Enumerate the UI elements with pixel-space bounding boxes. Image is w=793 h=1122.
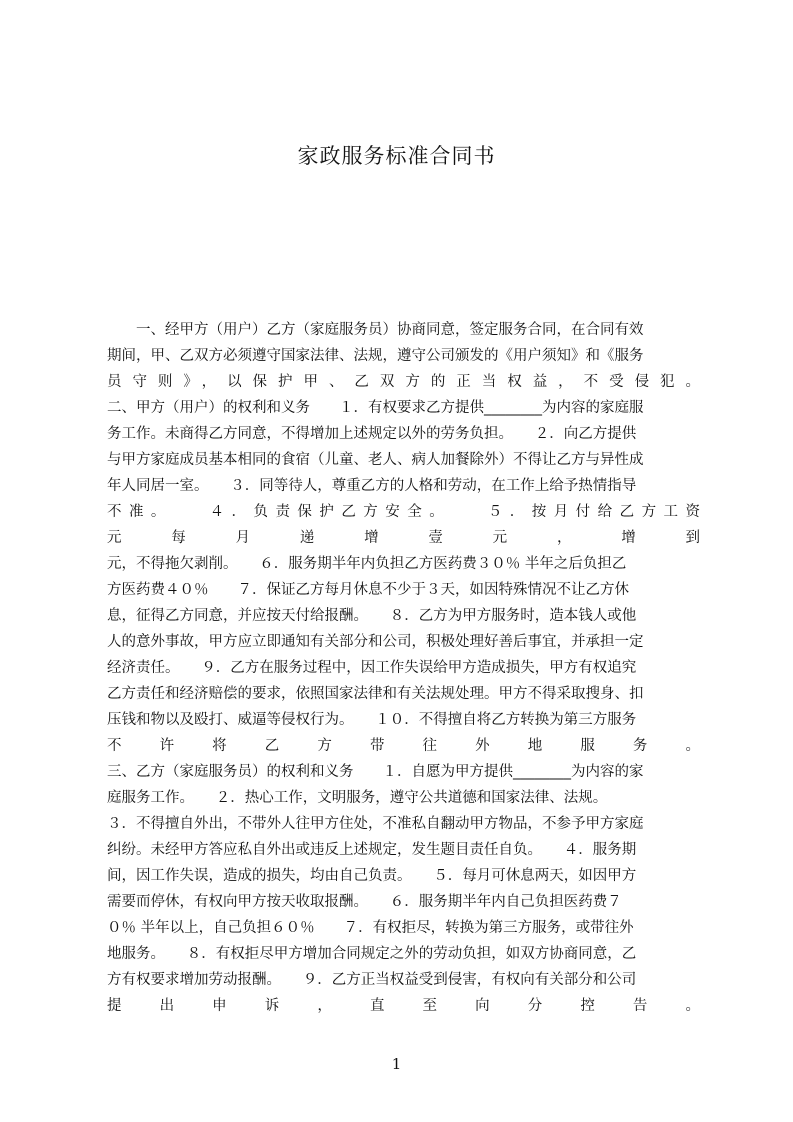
contract-line-3: 员守则》，以保护甲、乙双方的正当权益，不受侵犯。 xyxy=(107,374,700,390)
contract-line-15: 乙方责任和经济赔偿的要求，依照国家法律和有关法规处理。甲方不得采取搜身、扣 xyxy=(107,686,644,702)
contract-line-25: 地服务。 ８．有权拒尽甲方增加合同规定之外的劳动负担，如双方协商同意，乙 xyxy=(107,946,637,962)
contract-line-8: 不准。 ４．负责保护乙方安全。 ５．按月付给乙方工资 xyxy=(107,504,700,520)
contract-line-2: 期间，甲、乙双方必须遵守国家法律、法规，遵守公司颁发的《用户须知》和《服务 xyxy=(107,348,644,364)
contract-line-11: 方医药费４０％ ７．保证乙方每月休息不少于３天，如因特殊情况不让乙方休 xyxy=(107,582,629,598)
contract-line-26: 方有权要求增加劳动报酬。 ９．乙方正当权益受到侵害，有权向有关部分和公司 xyxy=(107,972,637,988)
contract-line-21: 纠纷。未经甲方答应私自外出或违反上述规定，发生题目责任自负。 ４．服务期 xyxy=(107,842,637,858)
document-title: 家政服务标准合同书 xyxy=(297,144,496,168)
contract-line-14: 经济责任。 ９．乙方在服务过程中，因工作失误给甲方造成损失，甲方有权追究 xyxy=(107,660,637,676)
contract-line-7: 年人同居一室。 ３．同等待人，尊重乙方的人格和劳动，在工作上给予热情指导 xyxy=(107,478,637,494)
contract-line-12: 息，征得乙方同意，并应按天付给报酬。 ８．乙方为甲方服务时，造本钱人或他 xyxy=(107,608,637,624)
contract-line-20: ３．不得擅自外出，不带外人往甲方住处，不准私自翻动甲方物品，不参予甲方家庭 xyxy=(107,816,644,832)
contract-line-19: 庭服务工作。 ２．热心工作，文明服务，遵守公共道德和国家法律、法规。 xyxy=(107,790,608,806)
contract-line-18: 三、乙方（家庭服务员）的权利和义务 １．自愿为甲方提供________为内容的家 xyxy=(107,764,644,780)
contract-line-24: ０％ 半年以上，自己负担６０％ ７．有权拒尽，转换为第三方服务，或带往外 xyxy=(107,920,634,936)
contract-line-10: 元，不得拖欠剥削。 ６．服务期半年内负担乙方医药费３０％ 半年之后负担乙 xyxy=(107,556,627,572)
contract-line-23: 需要而停休，有权向甲方按天收取报酬。 ６．服务期半年内自己负担医药费７ xyxy=(107,894,622,910)
contract-line-1: 一、经甲方（用户）乙方（家庭服务员）协商同意，签定服务合同，在合同有效 xyxy=(107,322,644,338)
contract-line-9: 元 每 月 递 增 壹 元 ， 增 到 xyxy=(107,530,700,546)
contract-line-13: 人的意外事故，甲方应立即通知有关部分和公司，积极处理好善后事宜，并承担一定 xyxy=(107,634,644,650)
contract-line-16: 压钱和物以及殴打、威逼等侵权行为。 １０．不得擅自将乙方转换为第三方服务 xyxy=(107,712,637,728)
page-number: 1 xyxy=(391,1055,402,1073)
contract-line-27: 提 出 申 诉 ， 直 至 向 分 控 告 。 xyxy=(107,998,700,1014)
contract-line-17: 不 许 将 乙 方 带 往 外 地 服 务 。 xyxy=(107,738,700,754)
contract-line-4: 二、甲方（用户）的权利和义务 １．有权要求乙方提供________为内容的家庭服 xyxy=(107,400,644,416)
contract-line-6: 与甲方家庭成员基本相同的食宿（儿童、老人、病人加餐除外）不得让乙方与异性成 xyxy=(107,452,644,468)
contract-line-5: 务工作。未商得乙方同意，不得增加上述规定以外的劳务负担。 ２．向乙方提供 xyxy=(107,426,637,442)
contract-line-22: 间，因工作失误，造成的损失，均由自己负责。 ５．每月可休息两天，如因甲方 xyxy=(107,868,637,884)
